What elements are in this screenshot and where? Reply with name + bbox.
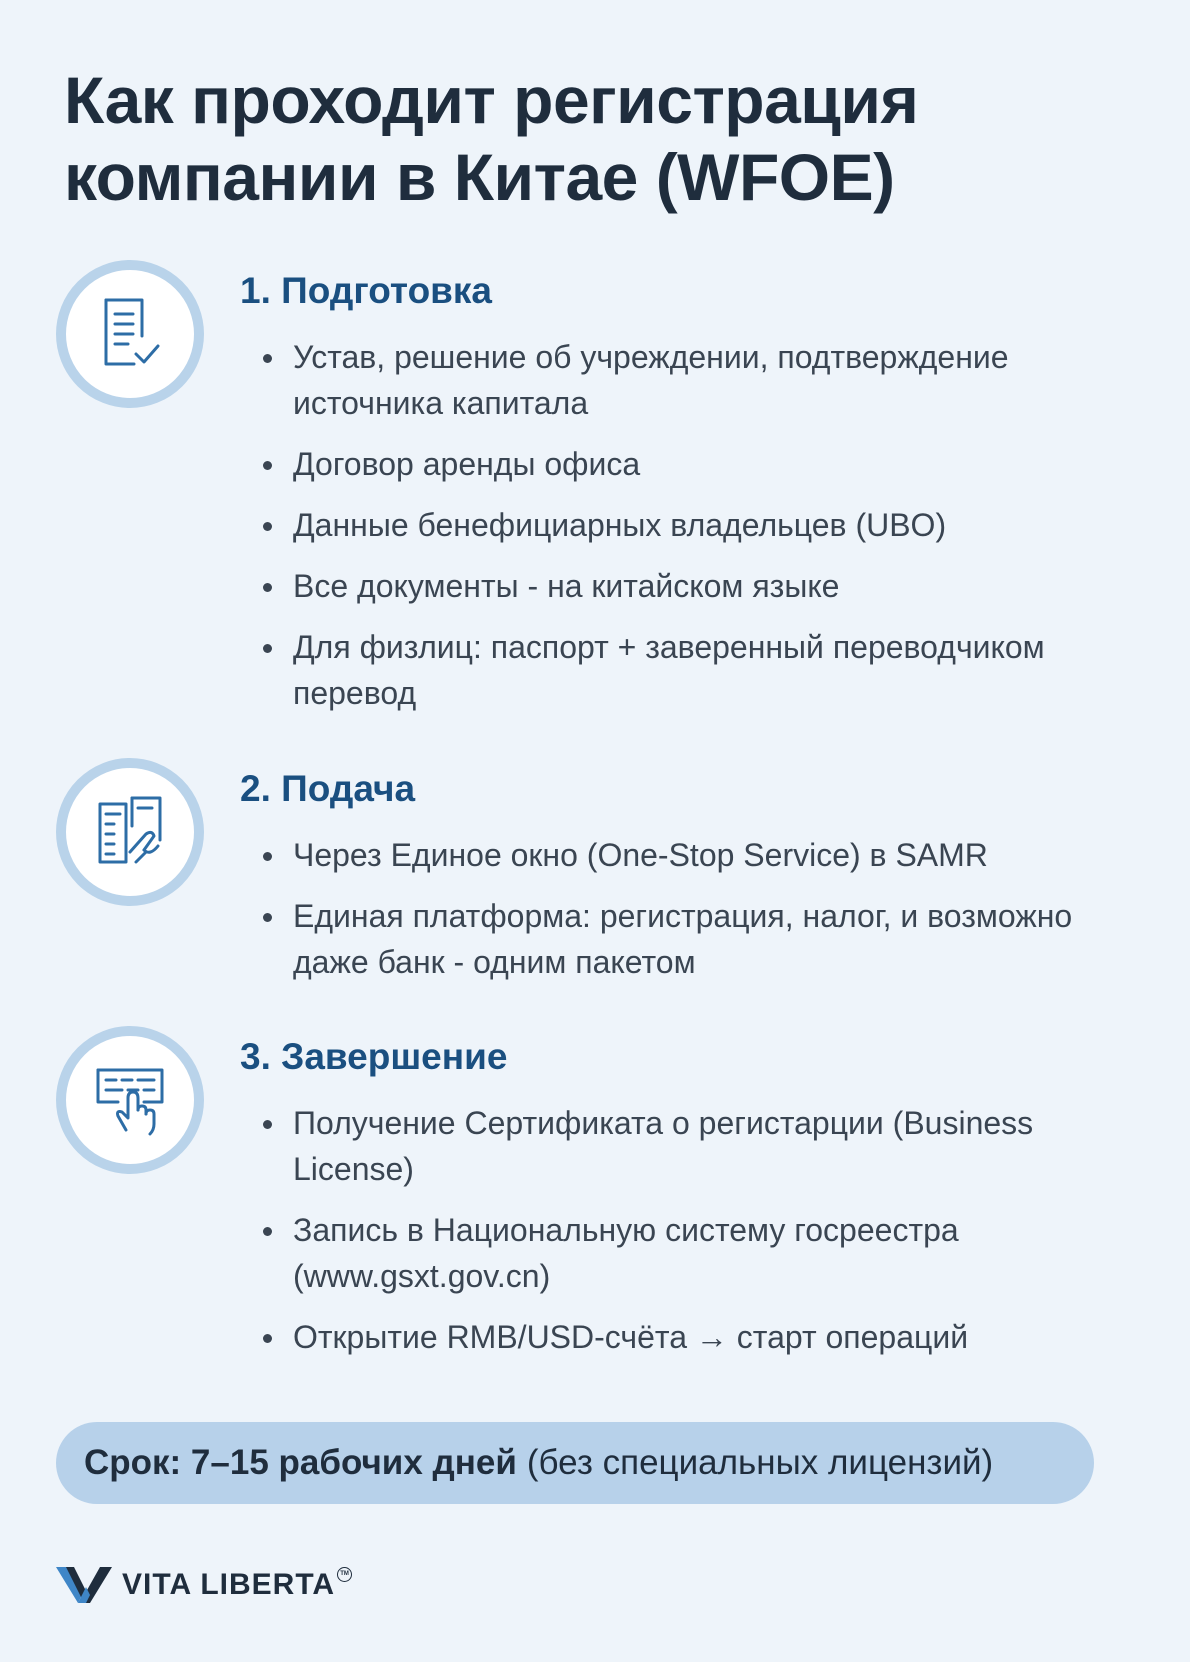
bullet-list	[293, 1100, 1143, 1375]
trademark-badge: TM	[337, 1567, 352, 1582]
list-item: Для физлиц: паспорт + заверенный переводчиком перевод	[293, 624, 1143, 716]
term-banner	[56, 1422, 1094, 1504]
page-title: Как проходит регистрация компании в Китае (WFOE)	[64, 63, 919, 214]
section-icon-ring	[56, 758, 204, 906]
bullet-list	[293, 832, 1143, 1000]
list-item: Открытие RMB/USD-счёта → старт операций	[293, 1314, 1143, 1360]
list-item: Устав, решение об учреждении, подтверждение источника капитала	[293, 334, 1143, 426]
list-item: Через Единое окно (One-Stop Service) в SAMR	[293, 832, 1143, 878]
list-item: Договор аренды офиса	[293, 441, 1143, 487]
section-title: 3. Завершение	[240, 1036, 508, 1077]
term-duration: Срок: 7–15 рабочих дней	[84, 1443, 517, 1482]
list-item: Все документы - на китайском языке	[293, 563, 1143, 609]
term-note: (без специальных лицензий)	[526, 1443, 994, 1482]
brand-name: VITA LIBERTA	[122, 1568, 336, 1601]
bullet-list	[293, 334, 1143, 731]
section-icon-ring	[56, 1026, 204, 1174]
document-check-icon	[88, 292, 172, 376]
list-item: Запись в Национальную систему госреестра (www.gsxt.gov.cn)	[293, 1207, 1143, 1299]
section-title: 1. Подготовка	[240, 270, 493, 311]
section-title: 2. Подача	[240, 768, 416, 809]
list-item: Данные бенефициарных владельцев (UBO)	[293, 502, 1143, 548]
touch-screen-icon	[88, 1058, 172, 1142]
list-item: Получение Сертификата о регистарции (Business License)	[293, 1100, 1143, 1192]
section-icon-ring	[56, 260, 204, 408]
vita-liberta-logo-icon	[56, 1565, 112, 1605]
form-submit-icon	[88, 790, 172, 874]
brand-logo	[56, 1565, 352, 1605]
list-item: Единая платформа: регистрация, налог, и возможно даже банк - одним пакетом	[293, 893, 1143, 985]
